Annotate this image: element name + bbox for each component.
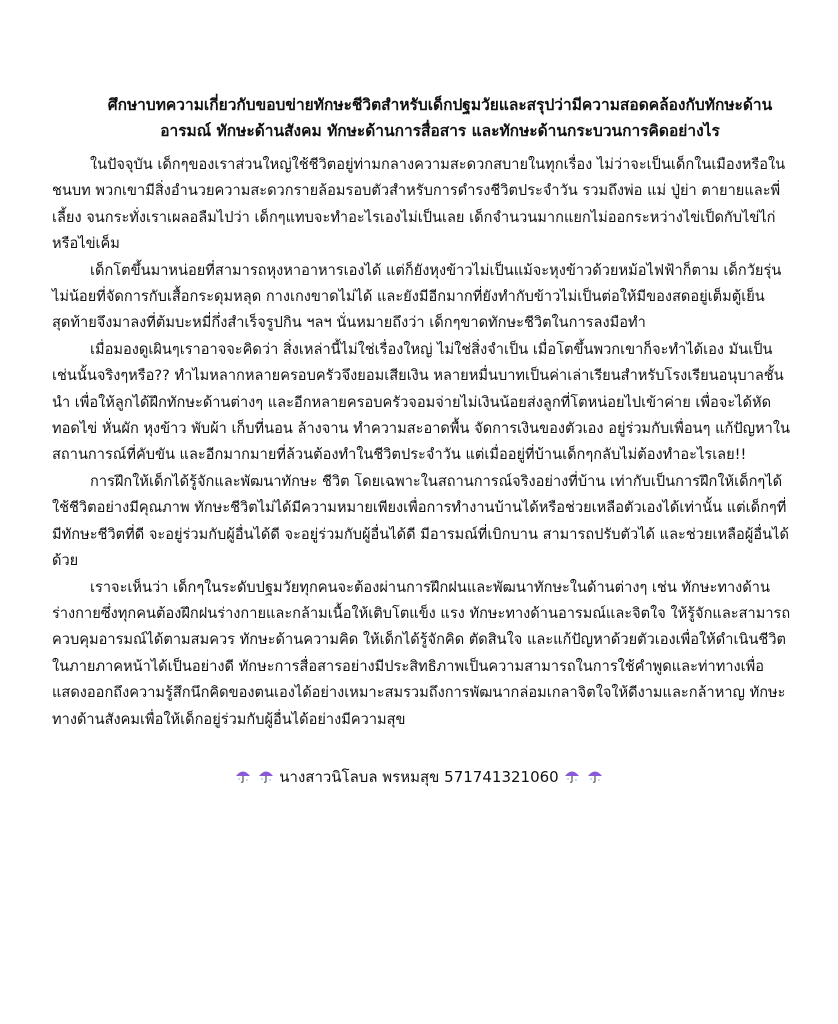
document-title	[80, 92, 800, 144]
title-line-1: ศึกษาบทความเกี่ยวกับขอบข่ายทักษะชีวิตสำหรับเด็กปฐมวัยและสรุปว่ามีความสอดคล้องกับทักษะด้าน	[107, 96, 773, 114]
paragraph-3: เมื่อมองดูเผินๆเราอาจจะคิดว่า สิ่งเหล่านี้ไม่ใช่เรื่องใหญ่ ไม่ใช่สิ่งจำเป็น เมื่อโตขึ้นพวกเขาก็จะทำได้เอง มันเป็นเช่นนั้นจริงๆหรือ?? ทำไมหลากหลายครอบครัวจึงยอมเสียเงิน หลายหมื่นบาทเป็นค่าเล่าเรียนสำหรับโรงเรียนอนุบาลชั้นนำ เพื่อให้ลูกได้ฝึกทักษะด้านต่างๆ และอีกหลายครอบครัวจอมจ่ายไม่เงินน้อยส่งลูกที่โตหน่อยไปเข้าค่าย เพื่อจะได้หัดทอดไข่ หั่นผัก หุงข้าว พับผ้า เก็บที่นอน ล้างจาน ทำความสะอาดพื้น จัดการเงินของตัวเอง อยู่ร่วมกับเพื่อนๆ แก้ปัญหาในสถานการณ์ที่คับขัน และอีกมากมายที่ล้วนต้องทำในชีวิตประจำวัน แต่เมื่ออยู่ที่บ้านเด็กๆกลับไม่ต้องทำอะไรเลย!!	[52, 340, 790, 464]
signature-line	[0, 764, 838, 790]
umbrella-icon	[587, 766, 603, 782]
umbrella-icon	[235, 766, 251, 782]
paragraph-1: ในปัจจุบัน เด็กๆของเราส่วนใหญ่ใช้ชีวิตอยู่ท่ามกลางความสะดวกสบายในทุกเรื่อง ไม่ว่าจะเป็นเด็กในเมืองหรือในชนบท พวกเขามีสิ่งอำนวยความสะดวกรายล้อมรอบตัวสำหรับการดำรงชีวิตประจำวัน รวมถึงพ่อ แม่ ปู่ย่า ตายายและพี่เลี้ยง จนกระทั่งเราเผลอลืมไปว่า เด็กๆแทบจะทำอะไรเองไม่เป็นเลย เด็กจำนวนมากแยกไม่ออกระหว่างไข่เป็ดกับไข่ไก่ หรือไข่เค็ม	[52, 156, 786, 253]
paragraph-4: การฝึกให้เด็กได้รู้จักและพัฒนาทักษะ ชีวิต โดยเฉพาะในสถานการณ์จริงอย่างที่บ้าน เท่ากับเป็นการฝึกให้เด็กๆได้ใช้ชีวิตอย่างมีคุณภาพ ทักษะชีวิตไม่ได้มีความหมายเพียงเพื่อการทำงานบ้านได้หรือช่วยเหลือตัวเองได้เท่านั้น แต่เด็กๆที่มีทักษะชีวิตที่ดี จะอยู่ร่วมกับผู้อื่นได้ดี จะอยู่ร่วมกับผู้อื่นได้ดี มีอารมณ์ที่เบิกบาน สามารถปรับตัวได้ และช่วยเหลือผู้อื่นได้ด้วย	[52, 472, 789, 570]
paragraph-2: เด็กโตขึ้นมาหน่อยที่สามารถหุงหาอาหารเองได้ แต่ก็ยังหุงข้าวไม่เป็นแม้จะหุงข้าวด้วยหม้อไฟฟ้าก็ตาม เด็กวัยรุ่นไม่น้อยที่จัดการกับเสื้อกระดุมหลุด กางเกงขาดไม่ได้ และยังมีอีกมากที่ยังทำกับข้าวไม่เป็นต่อให้มีของสดอยู่เต็มตู้เย็น สุดท้ายจึงมาลงที่ต้มบะหมี่กึ่งสำเร็จรูปกิน ฯลฯ นั่นหมายถึงว่า เด็กๆขาดทักษะชีวิตในการลงมือทำ	[52, 261, 782, 332]
paragraph-5: เราจะเห็นว่า เด็กๆในระดับปฐมวัยทุกคนจะต้องผ่านการฝึกฝนและพัฒนาทักษะในด้านต่างๆ เช่น ทักษะทางด้านร่างกายซึ่งทุกคนต้องฝึกฝนร่างกายและกล้ามเนื้อให้เติบโตแข็ง แรง ทักษะทางด้านอารมณ์และจิตใจ ให้รู้จักและสามารถควบคุมอารมณ์ได้ตามสมควร ทักษะด้านความคิด ให้เด็กได้รู้จักคิด ตัดสินใจ และแก้ปัญหาด้วยตัวเองเพื่อให้ดำเนินชีวิตในภายภาคหน้าได้เป็นอย่างดี ทักษะการสื่อสารอย่างมีประสิทธิภาพเป็นความสามารถในการใช้คำพูดและท่าทางเพื่อแสดงออกถึงความรู้สึกนึกคิดของตนเองได้อย่างเหมาะสมรวมถึงการพัฒนากล่อมเกลาจิตใจให้ดีงามและกล้าหาญ ทักษะทางด้านสังคมเพื่อให้เด็กอยู่ร่วมกับผู้อื่นได้อย่างมีความสุข	[52, 578, 791, 728]
document-body	[52, 152, 792, 733]
title-line-2: อารมณ์ ทักษะด้านสังคม ทักษะด้านการสื่อสาร และทักษะด้านกระบวนการคิดอย่างไร	[160, 122, 720, 140]
umbrella-icon	[564, 766, 580, 782]
signature-text: นางสาวนิโลบล พรหมสุข 571741321060	[279, 768, 559, 786]
umbrella-icon	[258, 766, 274, 782]
